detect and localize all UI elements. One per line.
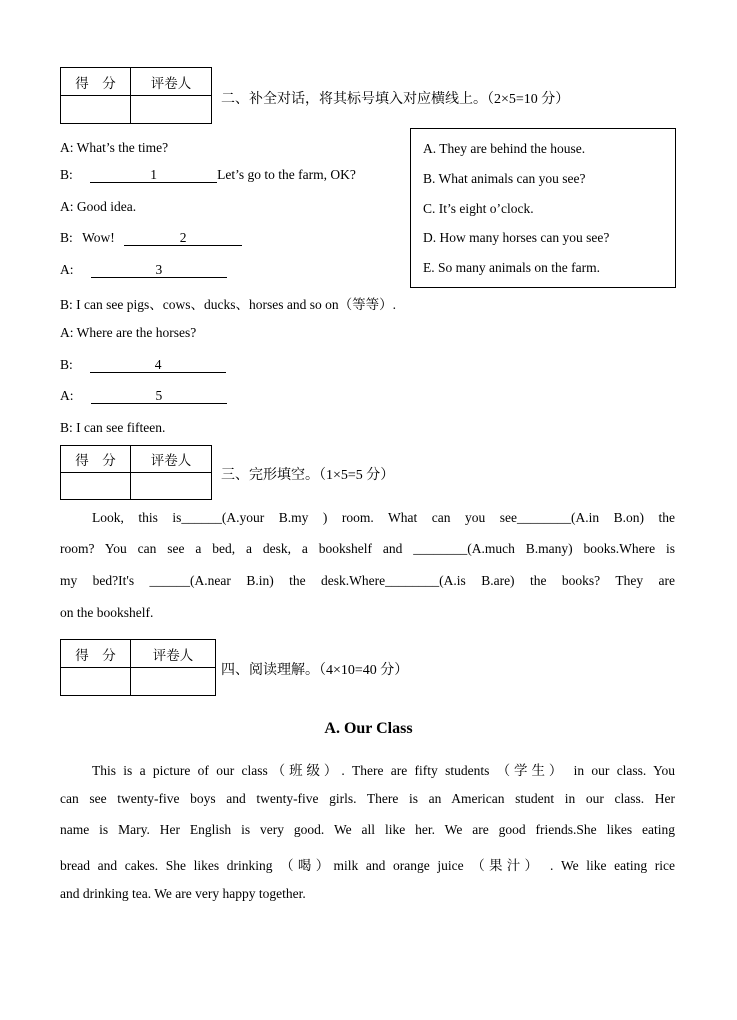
option-c: C. It’s eight o’clock. (423, 201, 534, 216)
passage-line: name is Mary. Her English is very good. We all like her. We are good friends.She likes eating (60, 822, 675, 837)
score-cell[interactable] (61, 96, 131, 124)
score-table (60, 67, 212, 124)
option-b: B. What animals can you see? (423, 171, 586, 186)
answer-blank-2[interactable]: 2 (124, 230, 242, 246)
passage-line: and drinking tea. We are very happy together. (60, 886, 306, 901)
dialogue-line: A: 3 (60, 262, 227, 278)
dialogue-line: B: Wow! 2 (60, 230, 242, 246)
dialogue-line: B: I can see pigs、cows、ducks、horses and so on（等等）. (60, 297, 396, 312)
score-header: 得 分 (61, 446, 131, 473)
grader-header: 评卷人 (131, 640, 216, 668)
dialogue-line: B: 1 Let’s go to the farm, OK? (60, 167, 356, 182)
passage-line: This is a picture of our class（班级）. There are fifty students （学生） in our class. You (92, 763, 675, 778)
cloze-line: Look, this is______(A.your B.my ) room. What can you see________(A.in B.on) the (92, 510, 675, 525)
score-cell[interactable] (61, 473, 131, 500)
score-header: 得 分 (61, 68, 131, 96)
dialogue-line: A: What’s the time? (60, 140, 169, 155)
grader-header: 评卷人 (131, 446, 212, 473)
cloze-line: room? You can see a bed, a desk, a bookshelf and ________(A.much B.many) books.Where is (60, 541, 675, 556)
score-header: 得 分 (61, 640, 131, 668)
dialogue-line: B: 4 (60, 357, 226, 373)
dialogue-line: A: Good idea. (60, 199, 137, 214)
section3-title: 三、完形填空。（1×5=5 分） (221, 468, 395, 483)
dialogue-line: A: Where are the horses? (60, 325, 197, 340)
cloze-line: on the bookshelf. (60, 605, 154, 620)
options-box (410, 128, 676, 288)
answer-blank-3[interactable]: 3 (91, 262, 227, 278)
section4-title: 四、阅读理解。（4×10=40 分） (221, 663, 409, 678)
option-a: A. They are behind the house. (423, 141, 586, 156)
answer-blank-5[interactable]: 5 (91, 388, 227, 404)
option-e: E. So many animals on the farm. (423, 260, 600, 275)
grader-cell[interactable] (131, 668, 216, 696)
score-table (60, 445, 212, 500)
grader-cell[interactable] (131, 96, 212, 124)
passage-title: A. Our Class (324, 720, 413, 737)
dialogue-line: B: I can see fifteen. (60, 420, 166, 435)
dialogue-line: A: 5 (60, 388, 227, 404)
score-table (60, 639, 216, 696)
grader-header: 评卷人 (131, 68, 212, 96)
answer-blank-1[interactable]: 1 (90, 167, 217, 183)
passage-line: bread and cakes. She likes drinking （喝）milk and orange juice （果汁） . We like eating rice (60, 858, 675, 873)
option-d: D. How many horses can you see? (423, 230, 610, 245)
passage-line: can see twenty-five boys and twenty-five girls. There is an American student in our class. Her (60, 791, 675, 806)
score-cell[interactable] (61, 668, 131, 696)
cloze-line: my bed?It's ______(A.near B.in) the desk.Where________(A.is B.are) the books? They are (60, 573, 675, 588)
grader-cell[interactable] (131, 473, 212, 500)
answer-blank-4[interactable]: 4 (90, 357, 226, 373)
section2-title: 二、补全对话，将其标号填入对应横线上。（2×5=10 分） (221, 92, 570, 107)
